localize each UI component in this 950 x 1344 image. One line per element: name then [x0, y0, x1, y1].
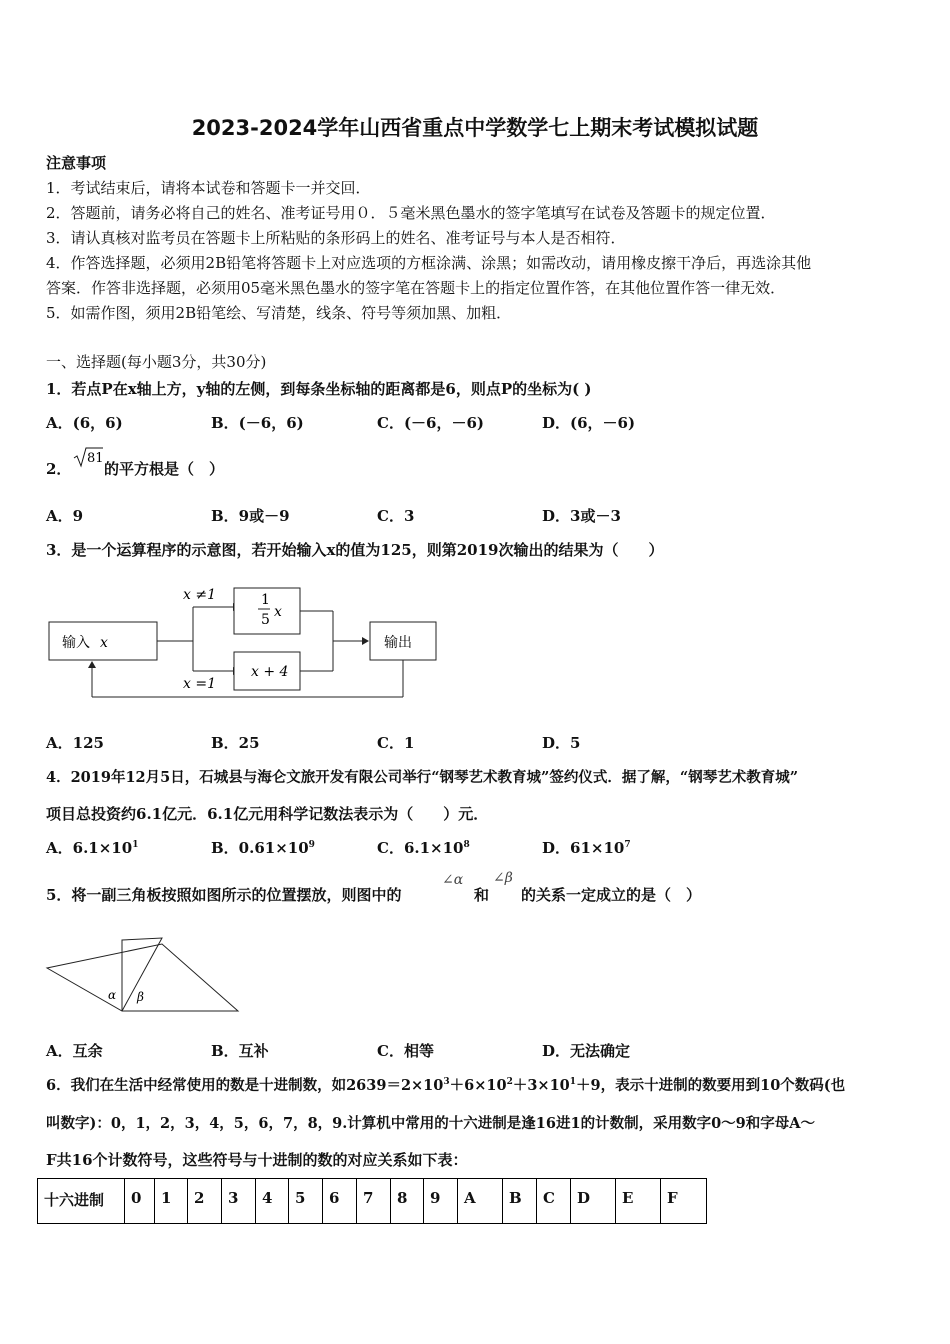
- table-cell: F: [661, 1179, 707, 1224]
- question-1-stem: 1．若点P在x轴上方，y轴的左侧，到每条坐标轴的距离都是6，则点P的坐标为( ): [46, 380, 592, 398]
- question-6-line3: F共16个计数符号，这些符号与十进制的数的对应关系如下表：: [46, 1151, 468, 1169]
- q4-option-c: C．$6.1\times 10^8$: [377, 839, 470, 857]
- table-cell: 1: [155, 1179, 188, 1224]
- q4-option-a: A．$6.1\times 10^1$: [46, 839, 139, 857]
- q5-option-b: B．互补: [211, 1042, 269, 1060]
- page-title: 2023-2024学年山西省重点中学数学七上期末考试模拟试题: [191, 116, 759, 140]
- q2-option-d: D．3或－3: [542, 507, 621, 525]
- notice-item: 3．请认真核对监考员在答题卡上所粘贴的条形码上的姓名、准考证号与本人是否相符．: [46, 229, 626, 247]
- notice-item: 2．答题前，请务必将自己的姓名、准考证号用０．５毫米黑色墨水的签字笔填写在试卷及答题卡的规定位置．: [46, 204, 776, 222]
- table-cell: 十六进制: [38, 1179, 125, 1224]
- q2-option-a: A．9: [46, 507, 84, 525]
- table-cell: 8: [391, 1179, 424, 1224]
- alpha-label: α: [108, 988, 117, 1002]
- q4-option-d: D．$61\times 10^7$: [542, 839, 631, 857]
- q1-option-b: B．(－6，6): [211, 414, 304, 432]
- question-2-stem: 的平方根是（ ）: [104, 460, 225, 478]
- question-2-number: 2．: [46, 460, 72, 478]
- table-row: [38, 1179, 707, 1224]
- table-cell: E: [616, 1179, 661, 1224]
- radicand: 81: [87, 451, 104, 466]
- table-cell: 7: [357, 1179, 391, 1224]
- notice-heading: 注意事项: [46, 154, 107, 172]
- q4-option-b: B．$0.61\times 10^9$: [211, 839, 315, 857]
- table-cell: 3: [222, 1179, 256, 1224]
- flow-op-top-num: 1: [261, 592, 270, 608]
- flow-op-bottom: x + 4: [251, 664, 289, 680]
- question-6-line2: 叫数字)：0，1，2，3，4，5，6，7，8，9.计算机中常用的十六进制是逢16进1的计数制，采用数字0～9和字母A～: [46, 1115, 815, 1132]
- table-cell: 0: [125, 1179, 155, 1224]
- question-3-stem: 3．是一个运算程序的示意图，若开始输入x的值为125，则第2019次输出的结果为（ ）: [46, 541, 664, 559]
- q5-option-c: C．相等: [377, 1042, 434, 1060]
- q3-option-a: A．125: [46, 734, 104, 752]
- question-4-stem-line1: 4．2019年12月5日，石城县与海仑文旅开发有限公司举行“钢琴艺术教育城”签约仪式．据了解，“钢琴艺术教育城”: [46, 769, 799, 786]
- q2-option-c: C．3: [377, 507, 415, 525]
- notice-item: 答案．作答非选择题，必须用05毫米黑色墨水的签字笔在答题卡上的指定位置作答，在其他位置作答一律无效．: [46, 279, 786, 297]
- table-cell: 2: [188, 1179, 222, 1224]
- q3-option-d: D．5: [542, 734, 581, 752]
- triangles-figure: [40, 930, 250, 1020]
- table-cell: B: [503, 1179, 537, 1224]
- q1-option-c: C．(－6，－6): [377, 414, 485, 432]
- sqrt-81-radical: [72, 446, 104, 470]
- question-5-stem-a: 5．将一副三角板按照如图所示的位置摆放，则图中的: [46, 886, 402, 904]
- notice-item: 5．如需作图，须用2B铅笔绘、写清楚，线条、符号等须加黑、加粗．: [46, 304, 512, 322]
- question-6-line1: 6．我们在生活中经常使用的数是十进制数，如$2639=2\times 10^3+6\times 10^2+3\times 10^1+9$，表示十进制的数要用到10个数码(也: [46, 1077, 846, 1094]
- table-cell: 4: [256, 1179, 289, 1224]
- angle-beta-symbol: ∠β: [493, 870, 513, 886]
- section-heading: 一、选择题(每小题3分，共30分): [46, 353, 267, 371]
- flow-op-top-den: 5: [261, 612, 270, 628]
- q3-option-c: C．1: [377, 734, 415, 752]
- notice-item: 4．作答选择题，必须用2B铅笔将答题卡上对应选项的方框涂满、涂黑；如需改动，请用橡皮擦干净后，再选涂其他: [46, 254, 812, 272]
- q5-option-d: D．无法确定: [542, 1042, 631, 1060]
- q2-option-b: B．9或－9: [211, 507, 290, 525]
- q3-option-b: B．25: [211, 734, 260, 752]
- table-cell: A: [458, 1179, 503, 1224]
- flow-input-label: 输入: [62, 635, 90, 651]
- table-cell: C: [537, 1179, 571, 1224]
- flow-op-top-var: x: [274, 604, 282, 620]
- hex-table: [37, 1178, 707, 1224]
- q1-option-d: D．(6，－6): [542, 414, 636, 432]
- question-4-stem-line2: 项目总投资约6.1亿元．6.1亿元用科学记数法表示为（ ）元．: [46, 805, 489, 823]
- question-5-stem-b: 的关系一定成立的是（ ）: [521, 886, 702, 904]
- q5-option-a: A．互余: [46, 1042, 103, 1060]
- table-cell: D: [571, 1179, 616, 1224]
- angle-alpha-symbol: ∠α: [442, 872, 464, 888]
- q1-option-a: A．(6，6): [46, 414, 123, 432]
- flow-input-var: x: [100, 635, 108, 651]
- flow-cond-bottom: x =1: [183, 676, 216, 692]
- notice-item: 1．考试结束后，请将本试卷和答题卡一并交回．: [46, 179, 371, 197]
- flow-cond-top: x ≠1: [183, 587, 216, 603]
- beta-label: β: [137, 990, 144, 1004]
- table-cell: 5: [289, 1179, 323, 1224]
- table-cell: 9: [424, 1179, 458, 1224]
- flowchart-diagram: [40, 580, 450, 705]
- table-cell: 6: [323, 1179, 357, 1224]
- flow-output-label: 输出: [384, 635, 412, 651]
- question-5-and: 和: [474, 886, 490, 904]
